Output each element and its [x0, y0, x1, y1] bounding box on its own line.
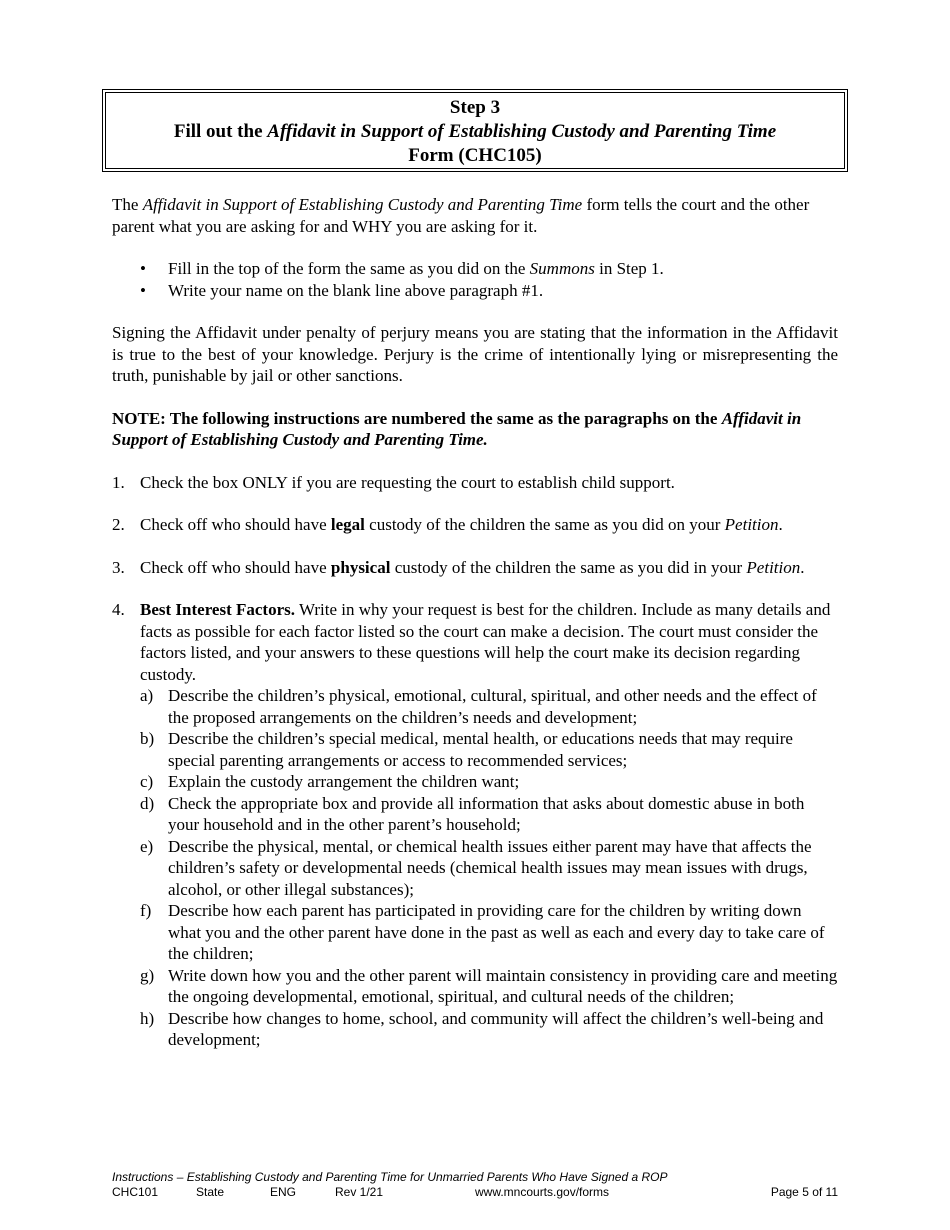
- factor-item: [140, 1008, 838, 1051]
- factor-letter: b): [140, 729, 155, 748]
- footer-meta: [112, 1185, 838, 1200]
- step-title-suffix: Form (CHC105): [408, 145, 542, 166]
- item-4-intro: [140, 599, 838, 685]
- item-1-text: Check the box ONLY if you are requesting the court to establish child support.: [140, 472, 675, 492]
- item-number: 3.: [112, 557, 125, 577]
- step-title: [106, 120, 844, 144]
- item-2-bold: legal: [330, 515, 365, 534]
- factor-text: Describe the physical, mental, or chemical health issues either parent may have that affects the children’s safety or developmental needs (chemical health issues may mean issues with drugs, alcohol, or other illegal substances);: [168, 836, 812, 899]
- factor-letter: g): [140, 965, 155, 985]
- note-italic: Affidavit in Support of Establishing Custody and Parenting Time.: [112, 408, 802, 449]
- step-label: Step 3: [449, 97, 501, 118]
- note-paragraph: [112, 408, 838, 451]
- factor-text: Explain the custody arrangement the children want;: [168, 772, 520, 791]
- factor-letter: f): [140, 901, 152, 920]
- factor-item: [140, 793, 838, 836]
- instruction-item-3: [112, 557, 838, 579]
- factor-letter: e): [140, 836, 154, 856]
- bullet-item: [112, 258, 838, 280]
- page-footer: [112, 1170, 838, 1200]
- item-3-petition: Petition: [746, 557, 801, 577]
- main-content: [112, 194, 838, 1072]
- step-title-form-name: Affidavit in Support of Establishing Custody and Parenting Time: [267, 121, 777, 142]
- numbered-instructions: [112, 472, 838, 1051]
- item-3-end: .: [800, 557, 805, 577]
- item-number: 4.: [112, 600, 125, 619]
- footer-url[interactable]: www.mncourts.gov/forms: [475, 1185, 610, 1199]
- factor-item: [140, 900, 838, 965]
- footer-title: Instructions – Establishing Custody and Parenting Time for Unmarried Parents Who Have Signed a ROP: [112, 1170, 668, 1184]
- perjury-paragraph: Signing the Affidavit under penalty of perjury means you are stating that the information in the Affidavit is true to the best of your knowledge. Perjury is the crime of intentionally lying or misrepresenting the truth, punishable by jail or other sanctions.: [112, 323, 838, 385]
- intro-paragraph: [112, 194, 838, 237]
- factor-item: [140, 965, 838, 1008]
- factor-letter: c): [140, 772, 154, 791]
- item-4-bold: Best Interest Factors.: [140, 600, 296, 619]
- intro-form-name: Affidavit in Support of Establishing Custody and Parenting Time: [142, 195, 583, 214]
- item-2-end: .: [778, 515, 783, 534]
- factor-item: [140, 836, 838, 901]
- factor-text: Describe the children’s physical, emotional, cultural, spiritual, and other needs and the effect of the proposed arrangements on the children’s needs and development;: [168, 686, 817, 727]
- bullet-dot: •: [140, 280, 146, 300]
- factor-text: Write down how you and the other parent will maintain consistency in providing care and meeting the ongoing developmental, emotional, spiritual, and cultural needs of the children;: [168, 965, 838, 1006]
- factor-item: [140, 685, 838, 728]
- item-number: 1.: [112, 472, 125, 492]
- bullet-1-post: in Step 1.: [599, 259, 664, 278]
- bullet-1-pre: Fill in the top of the form the same as you did on the: [168, 259, 526, 278]
- bullet-2-text: Write your name on the blank line above paragraph #1.: [168, 280, 544, 300]
- intro-the: The: [112, 195, 139, 214]
- item-2-petition: Petition: [724, 515, 779, 534]
- factor-letter: a): [140, 686, 154, 705]
- footer-language: ENG: [270, 1185, 297, 1199]
- item-4-text: Write in why your request is best for the children. Include as many details and facts as possible for each factor listed so the court can make a decision. The court must consider the factors listed, and your answers to these questions will help the court make its decision regarding custody.: [140, 600, 831, 684]
- factor-letter: d): [140, 793, 155, 813]
- factor-text: Describe how each parent has participated in providing care for the children by writing down what you and the other parent have done in the past as well as each and every day to take care of the children;: [168, 901, 825, 963]
- instruction-item-2: [112, 514, 838, 536]
- instruction-item-1: [112, 472, 838, 494]
- step-header-box: [102, 89, 848, 172]
- footer-revision: Rev 1/21: [335, 1185, 384, 1199]
- footer-state: State: [196, 1185, 225, 1199]
- footer-page-number: Page 5 of 11: [770, 1185, 838, 1199]
- bullet-dot: •: [140, 259, 146, 278]
- item-3-pre: Check off who should have: [140, 557, 327, 577]
- factor-item: [140, 771, 838, 793]
- item-3-bold: physical: [330, 557, 391, 577]
- item-2-post: custody of the children the same as you did on your: [369, 515, 721, 534]
- factor-text: Describe how changes to home, school, and community will affect the children’s well-being and development;: [168, 1008, 824, 1049]
- best-interest-factors: [140, 685, 838, 1051]
- factor-letter: h): [140, 1008, 155, 1028]
- note-bold: NOTE: The following instructions are numbered the same as the paragraphs on the: [112, 408, 718, 428]
- item-3-post: custody of the children the same as you did in your: [394, 557, 743, 577]
- step-title-prefix: Fill out the: [173, 121, 263, 142]
- intro-text: form tells the court and the other parent what you are asking for and WHY you are asking for it.: [112, 195, 810, 236]
- factor-text: Describe the children’s special medical, mental health, or educations needs that may require special parenting arrangements or access to recommended services;: [168, 729, 793, 770]
- bullet-1-summons: Summons: [529, 259, 595, 278]
- item-2-pre: Check off who should have: [140, 515, 327, 534]
- step-header-inner: [105, 92, 845, 169]
- footer-form-code: CHC101: [112, 1185, 159, 1199]
- factor-text: Check the appropriate box and provide all information that asks about domestic abuse in both your household and in the other parent’s household;: [168, 793, 805, 834]
- factor-item: [140, 728, 838, 771]
- item-number: 2.: [112, 515, 125, 534]
- instruction-bullets: [112, 258, 838, 301]
- instruction-item-4: [112, 599, 838, 1051]
- bullet-item: [112, 280, 838, 302]
